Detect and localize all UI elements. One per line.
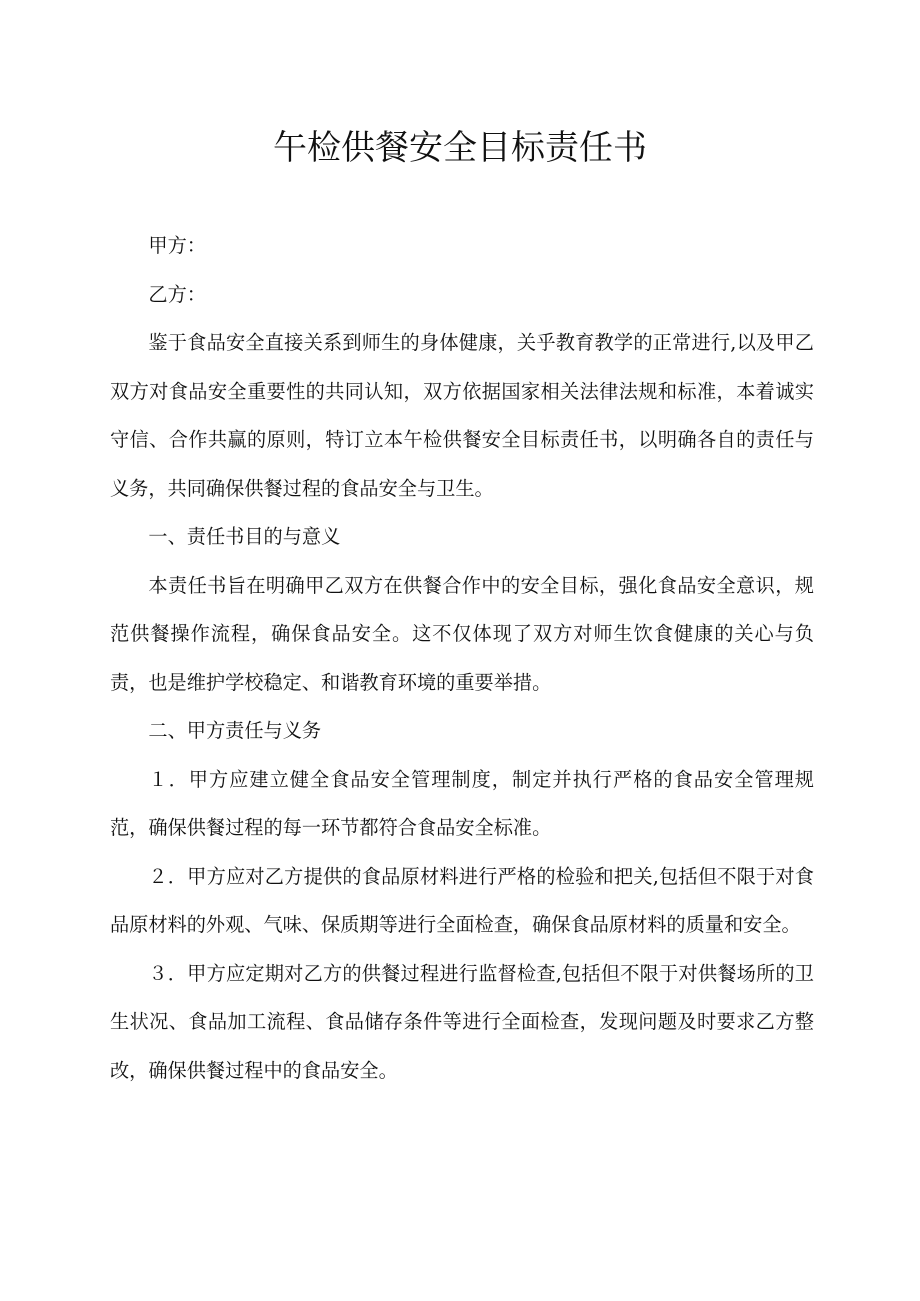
party-b-line: 乙方： xyxy=(148,282,206,306)
intro-paragraph: 鉴于食品安全直接关系到师生的身体健康，关乎教育教学的正常进行,以及甲乙双方对食品安全重要性的共同认知，双方依据国家相关法律法规和标准，本着诚实守信、合作共赢的原则，特订立本午检供餐安全目标责任书，以明确各自的责任与义务，共同确保供餐过程的食品安全与卫生。 xyxy=(110,331,814,500)
section-1-heading: 一、责任书目的与意义 xyxy=(148,525,341,548)
section-1-paragraph: 本责任书旨在明确甲乙双方在供餐合作中的安全目标，强化食品安全意识，规范供餐操作流程，确保食品安全。这不仅体现了双方对师生饮食健康的关心与负责，也是维护学校稳定、和谐教育环境的重要举措。 xyxy=(110,573,814,694)
document-title: 午检供餐安全目标责任书 xyxy=(273,128,647,168)
section-2-heading: 二、甲方责任与义务 xyxy=(148,719,322,742)
section-2-item-3: ３．甲方应定期对乙方的供餐过程进行监督检查,包括但不限于对供餐场所的卫生状况、食品加工流程、食品储存条件等进行全面检查，发现问题及时要求乙方整改，确保供餐过程中的食品安全。 xyxy=(110,961,814,1082)
party-a-line: 甲方： xyxy=(148,234,206,257)
document-body xyxy=(110,222,814,1095)
section-2-item-2: ２．甲方应对乙方提供的食品原材料进行严格的检验和把关,包括但不限于对食品原材料的外观、气味、保质期等进行全面检查，确保食品原材料的质量和安全。 xyxy=(110,864,814,936)
section-2-item-1: １．甲方应建立健全食品安全管理制度，制定并执行严格的食品安全管理规范，确保供餐过程的每一环节都符合食品安全标准。 xyxy=(110,767,814,839)
